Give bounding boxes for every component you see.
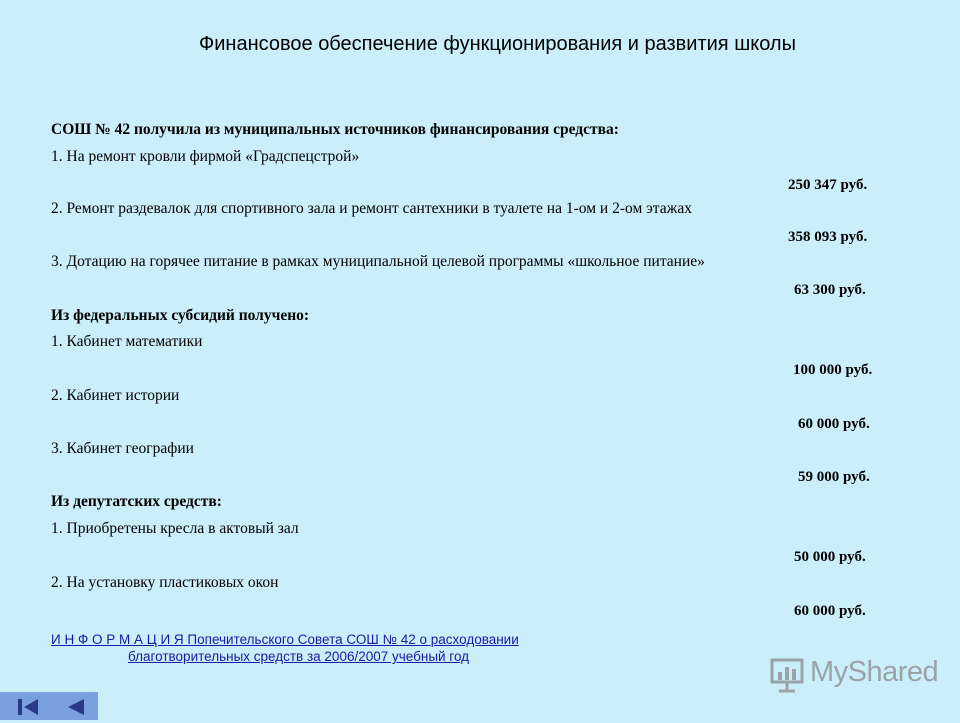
deputy-heading: Из депутатских средств: <box>51 493 222 510</box>
info-link-line-2[interactable]: благотворительных средств за 2006/2007 учебный год <box>128 649 470 664</box>
federal-item-2-amount: 60 000 руб. <box>798 416 870 432</box>
deputy-item-1-text: 1. Приобретены кресла в актовый зал <box>51 520 299 537</box>
myshared-logo <box>768 654 939 694</box>
navigation-bar <box>0 692 98 720</box>
skip-to-first-icon <box>8 696 48 718</box>
federal-item-3-amount: 59 000 руб. <box>798 469 870 485</box>
federal-item-1-amount: 100 000 руб. <box>793 362 873 378</box>
municipal-item-2-amount: 358 093 руб. <box>788 229 868 245</box>
presentation-board-icon <box>768 654 808 694</box>
municipal-item-3-amount: 63 300 руб. <box>794 282 866 298</box>
federal-item-2-text: 2. Кабинет истории <box>51 387 180 404</box>
logo-text: MyShared <box>810 656 939 688</box>
municipal-heading: СОШ № 42 получила из муниципальных источников финансирования средства: <box>51 121 619 138</box>
municipal-item-3-text: 3. Дотацию на горячее питание в рамках муниципальной целевой программы «школьное питание» <box>51 253 705 270</box>
deputy-item-1-amount: 50 000 руб. <box>794 549 866 565</box>
info-link[interactable] <box>51 631 519 665</box>
municipal-item-2-text: 2. Ремонт раздевалок для спортивного зала и ремонт сантехники в туалете на 1-ом и 2-ом этажах <box>51 200 692 217</box>
federal-item-1-text: 1. Кабинет математики <box>51 333 203 350</box>
municipal-item-1-amount: 250 347 руб. <box>788 177 868 193</box>
federal-heading: Из федеральных субсидий получено: <box>51 307 310 324</box>
info-link-line-1[interactable]: И Н Ф О Р М А Ц И Я Попечительского Совета СОШ № 42 о расходовании <box>51 632 519 647</box>
previous-slide-button[interactable] <box>54 696 94 718</box>
first-slide-button[interactable] <box>8 696 48 718</box>
federal-item-3-text: 3. Кабинет географии <box>51 440 194 457</box>
deputy-item-2-text: 2. На установку пластиковых окон <box>51 574 279 591</box>
slide-title: Финансовое обеспечение функционирования и развития школы <box>199 33 796 55</box>
municipal-item-1-text: 1. На ремонт кровли фирмой «Градспецстрой» <box>51 148 360 165</box>
previous-arrow-icon <box>54 696 94 718</box>
deputy-item-2-amount: 60 000 руб. <box>794 603 866 619</box>
